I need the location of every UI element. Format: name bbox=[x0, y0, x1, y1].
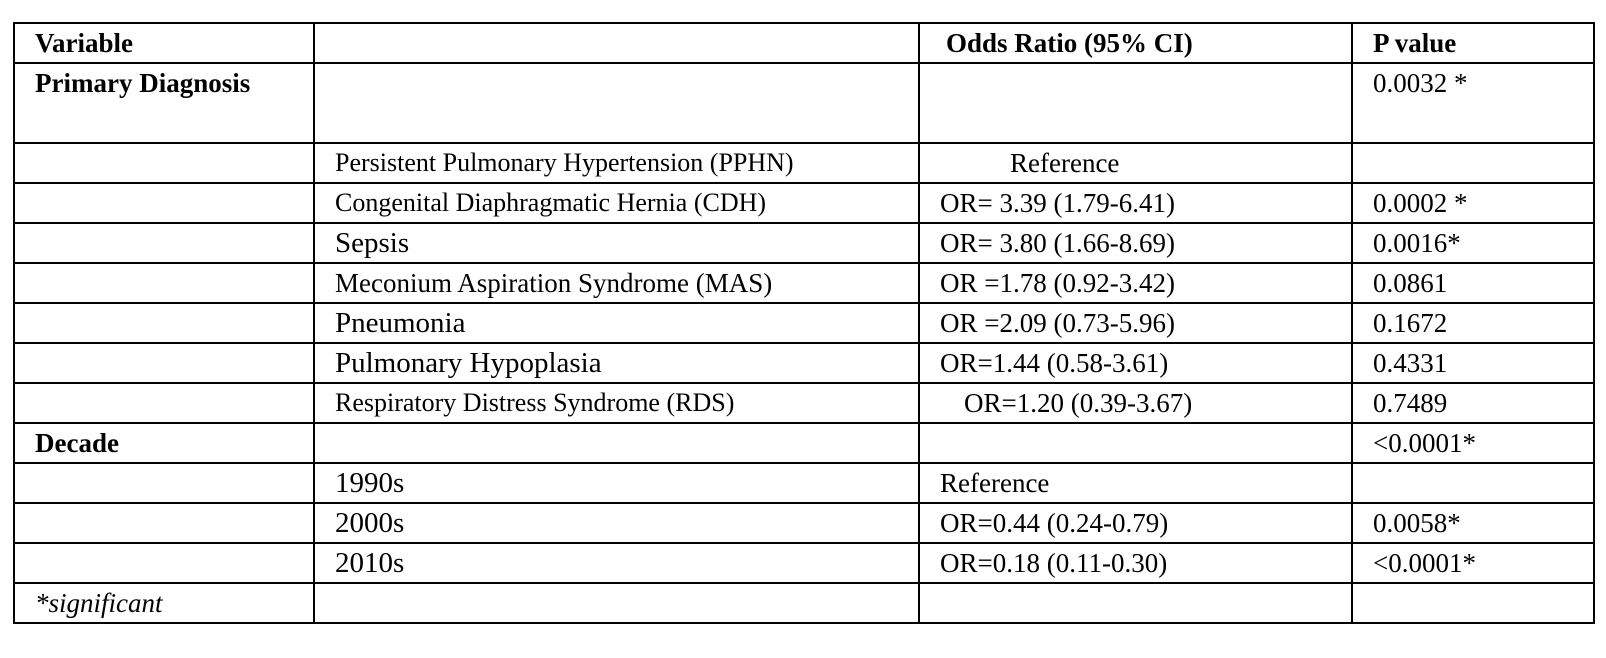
empty-cell bbox=[14, 263, 314, 303]
odds-ratio: OR =2.09 (0.73-5.96) bbox=[919, 303, 1352, 343]
odds-ratio-table bbox=[13, 22, 1595, 624]
variable-name: Pulmonary Hypoplasia bbox=[314, 343, 919, 383]
p-value bbox=[1352, 463, 1594, 503]
empty-cell bbox=[314, 423, 919, 463]
table-row bbox=[14, 543, 1594, 583]
table-row-primary-diagnosis bbox=[14, 63, 1594, 143]
variable-name: Sepsis bbox=[314, 223, 919, 263]
odds-ratio: OR =1.78 (0.92-3.42) bbox=[919, 263, 1352, 303]
p-value: 0.0002 * bbox=[1352, 183, 1594, 223]
header-p-value: P value bbox=[1352, 23, 1594, 63]
table-row bbox=[14, 383, 1594, 423]
header-variable: Variable bbox=[14, 23, 314, 63]
table-row bbox=[14, 303, 1594, 343]
empty-cell bbox=[14, 303, 314, 343]
variable-name: Persistent Pulmonary Hypertension (PPHN) bbox=[314, 143, 919, 183]
table-row-decade bbox=[14, 423, 1594, 463]
empty-cell bbox=[919, 583, 1352, 623]
group-label-primary-diagnosis: Primary Diagnosis bbox=[14, 63, 314, 143]
empty-cell bbox=[14, 543, 314, 583]
empty-cell bbox=[14, 503, 314, 543]
header-odds-ratio: Odds Ratio (95% CI) bbox=[919, 23, 1352, 63]
p-value: 0.7489 bbox=[1352, 383, 1594, 423]
p-value: 0.0058* bbox=[1352, 503, 1594, 543]
table-row bbox=[14, 143, 1594, 183]
variable-name: Congenital Diaphragmatic Hernia (CDH) bbox=[314, 183, 919, 223]
table-row bbox=[14, 183, 1594, 223]
odds-ratio: Reference bbox=[919, 463, 1352, 503]
group-p-value-primary-diagnosis: 0.0032 * bbox=[1352, 63, 1594, 143]
odds-ratio: OR=1.20 (0.39-3.67) bbox=[919, 383, 1352, 423]
odds-ratio: Reference bbox=[919, 143, 1352, 183]
p-value bbox=[1352, 143, 1594, 183]
table-header-row bbox=[14, 23, 1594, 63]
footnote: *significant bbox=[14, 583, 314, 623]
empty-cell bbox=[1352, 583, 1594, 623]
odds-ratio: OR= 3.80 (1.66-8.69) bbox=[919, 223, 1352, 263]
p-value: 0.4331 bbox=[1352, 343, 1594, 383]
p-value: 0.0861 bbox=[1352, 263, 1594, 303]
odds-ratio: OR=0.18 (0.11-0.30) bbox=[919, 543, 1352, 583]
header-blank bbox=[314, 23, 919, 63]
table-row bbox=[14, 263, 1594, 303]
empty-cell bbox=[14, 183, 314, 223]
empty-cell bbox=[919, 63, 1352, 143]
odds-ratio: OR=1.44 (0.58-3.61) bbox=[919, 343, 1352, 383]
empty-cell bbox=[14, 223, 314, 263]
table-row bbox=[14, 223, 1594, 263]
variable-name: 2000s bbox=[314, 503, 919, 543]
empty-cell bbox=[314, 63, 919, 143]
group-label-decade: Decade bbox=[14, 423, 314, 463]
table-row bbox=[14, 503, 1594, 543]
empty-cell bbox=[919, 423, 1352, 463]
variable-name: 2010s bbox=[314, 543, 919, 583]
p-value: 0.1672 bbox=[1352, 303, 1594, 343]
table-footnote-row bbox=[14, 583, 1594, 623]
odds-ratio: OR= 3.39 (1.79-6.41) bbox=[919, 183, 1352, 223]
table-row bbox=[14, 463, 1594, 503]
variable-name: Pneumonia bbox=[314, 303, 919, 343]
empty-cell bbox=[14, 143, 314, 183]
variable-name: Respiratory Distress Syndrome (RDS) bbox=[314, 383, 919, 423]
group-p-value-decade: <0.0001* bbox=[1352, 423, 1594, 463]
empty-cell bbox=[14, 463, 314, 503]
table-row bbox=[14, 343, 1594, 383]
p-value: <0.0001* bbox=[1352, 543, 1594, 583]
empty-cell bbox=[14, 343, 314, 383]
p-value: 0.0016* bbox=[1352, 223, 1594, 263]
empty-cell bbox=[14, 383, 314, 423]
odds-ratio: OR=0.44 (0.24-0.79) bbox=[919, 503, 1352, 543]
empty-cell bbox=[314, 583, 919, 623]
variable-name: 1990s bbox=[314, 463, 919, 503]
variable-name: Meconium Aspiration Syndrome (MAS) bbox=[314, 263, 919, 303]
